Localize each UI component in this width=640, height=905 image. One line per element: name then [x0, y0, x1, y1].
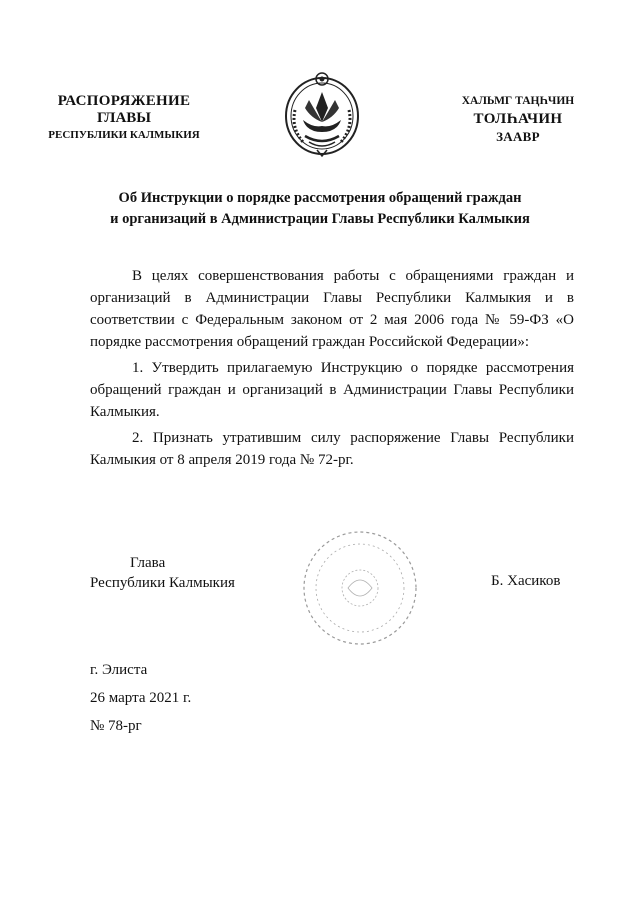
signature-title-line1: Глава — [130, 555, 166, 571]
footer-city: г. Элиста — [90, 662, 148, 678]
document-body — [90, 265, 574, 475]
header-right — [438, 92, 598, 146]
header-right-line1: ХАЛЬМГ ТАҢҺЧИН — [461, 95, 575, 107]
body-intro-paragraph: В целях совершенствования работы с обращениями граждан и организаций в Администрации Главы Республики Калмыкия и в соответствии с Федеральным законом от 2 мая 2006 года № 59-ФЗ «О порядке рассмотрения обращений граждан Российской Федерации»: — [90, 268, 574, 350]
official-seal-icon — [300, 528, 420, 648]
signature-title-line2: Республики Калмыкия — [90, 575, 235, 591]
header-left-line1: РАСПОРЯЖЕНИЕ — [57, 93, 191, 109]
signature-name: Б. Хасиков — [491, 573, 561, 589]
body-item-2: 2. Признать утратившим силу распоряжение Главы Республики Калмыкия от 8 апреля 2019 года № 72-рг. — [90, 430, 574, 468]
header-left-line3: РЕСПУБЛИКИ КАЛМЫКИЯ — [48, 129, 200, 141]
header-left-line2: ГЛАВЫ — [96, 110, 152, 126]
document-title — [60, 188, 580, 230]
document-title-line1: Об Инструкции о порядке рассмотрения обращений граждан — [118, 190, 522, 206]
signature-title — [90, 553, 235, 593]
header-right-line2: ТОЛҺАЧИН — [473, 111, 563, 127]
body-item-1: 1. Утвердить прилагаемую Инструкцию о порядке рассмотрения обращений граждан и организаций в Администрации Главы Республики Калмыкия. — [90, 360, 574, 420]
footer-number: № 78-рг — [90, 718, 142, 734]
header-left — [34, 93, 214, 144]
footer-date: 26 марта 2021 г. — [90, 690, 192, 706]
header-right-line3: ЗААВР — [496, 129, 540, 144]
document-footer — [90, 656, 191, 740]
kalmykia-emblem-icon — [281, 70, 363, 158]
document-title-line2: и организаций в Администрации Главы Республики Калмыкия — [110, 211, 530, 227]
